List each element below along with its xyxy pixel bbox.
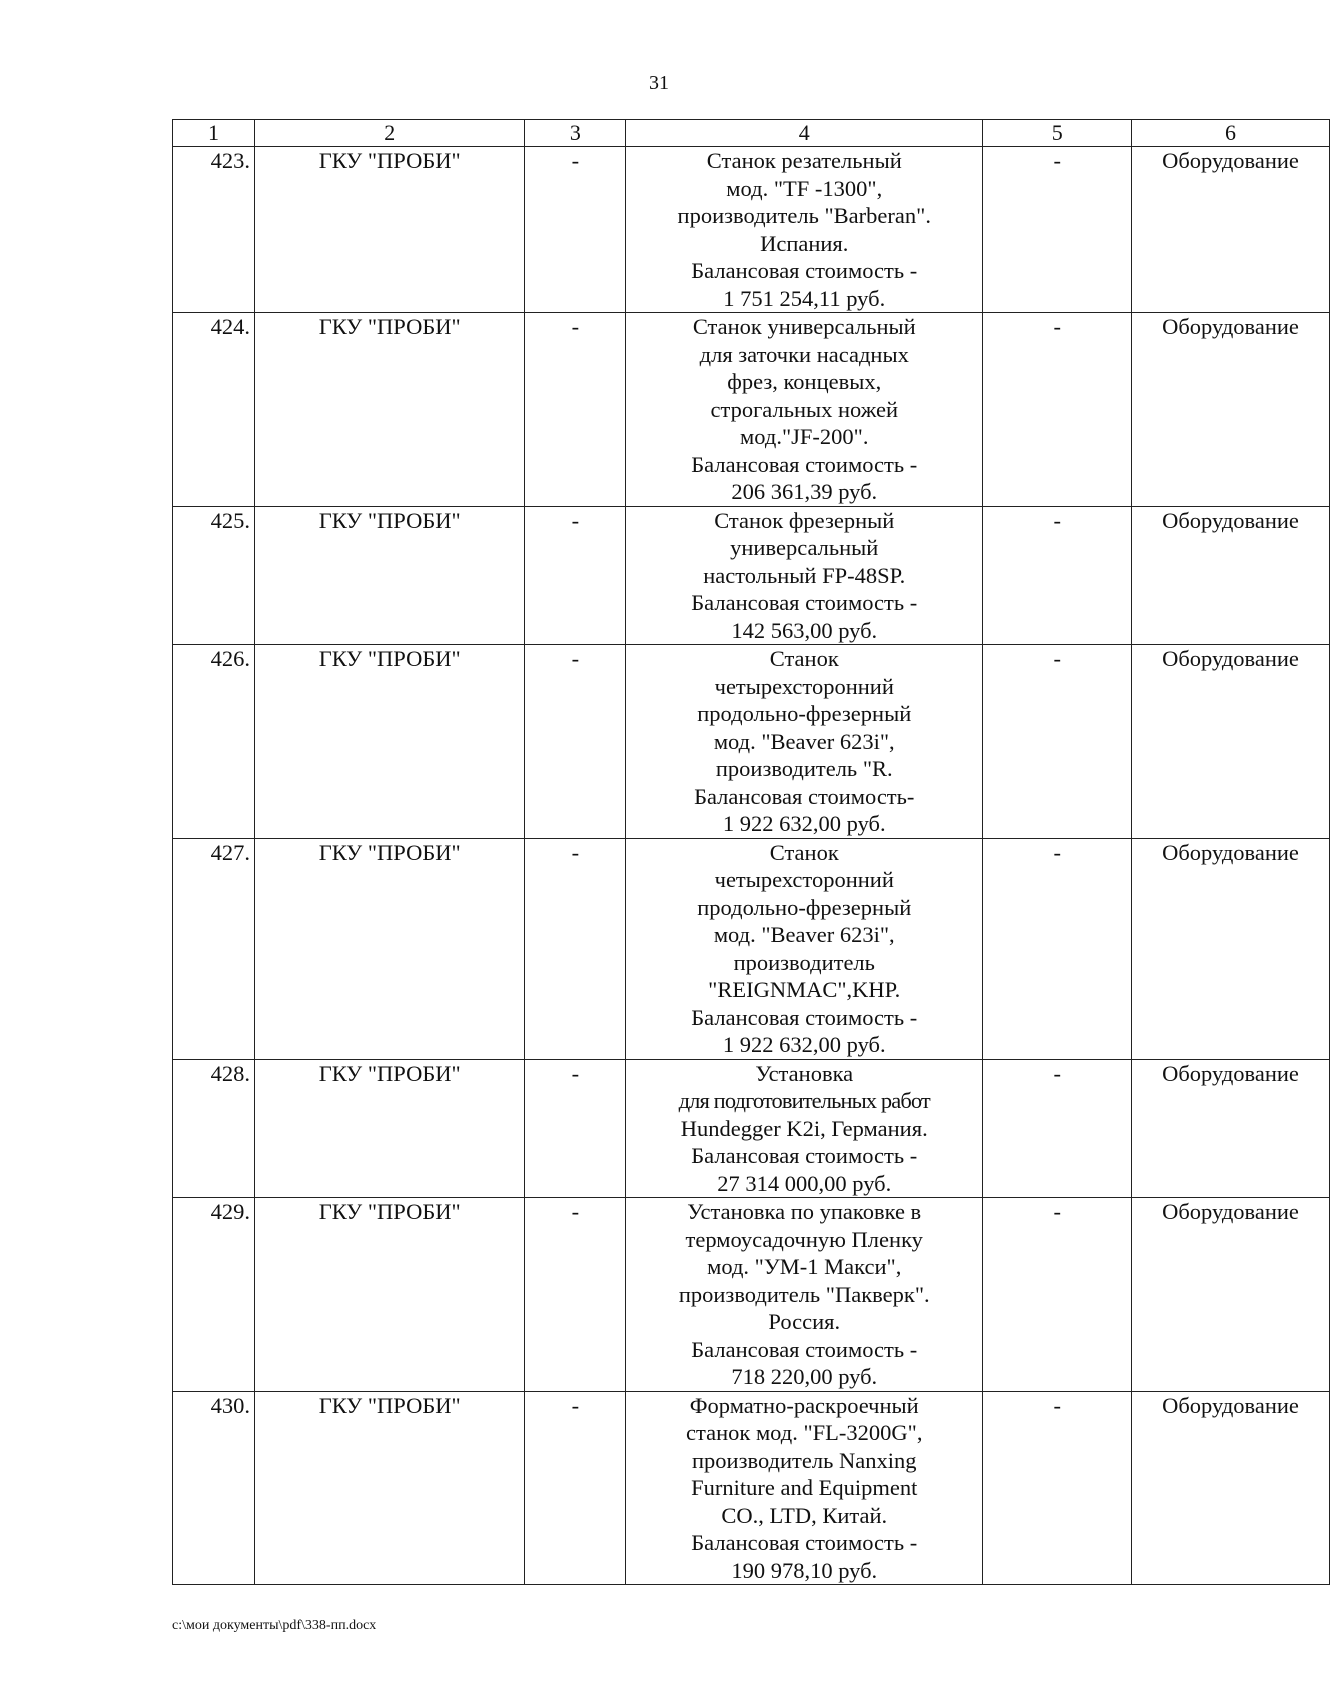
- table-row: [173, 838, 1330, 1059]
- row-col5-value: -: [983, 645, 1132, 839]
- row-description: [626, 313, 983, 507]
- row-type: Оборудование: [1132, 1391, 1330, 1585]
- row-col3-value: -: [525, 1198, 626, 1392]
- row-col5-value: -: [983, 147, 1132, 313]
- row-col5-value: -: [983, 838, 1132, 1059]
- description-line: 190 978,10 руб.: [731, 1557, 878, 1583]
- description-line: производитель Nanxing: [692, 1447, 917, 1473]
- table-header-row: [173, 120, 1330, 147]
- description-line: 718 220,00 руб.: [731, 1364, 878, 1389]
- description-line: Балансовая стоимость -: [691, 258, 918, 283]
- description-line: производитель "Пакверк".: [678, 1281, 930, 1307]
- description-line: производитель "R.: [715, 756, 893, 781]
- description-line: мод."JF-200".: [740, 424, 869, 449]
- description-line: Балансовая стоимость -: [691, 1336, 918, 1362]
- row-number: 425.: [173, 506, 255, 645]
- description-line: Станок фрезерный: [714, 507, 895, 533]
- row-number: 428.: [173, 1059, 255, 1198]
- description-line: настольный FP-48SP.: [703, 562, 906, 588]
- page-number: 31: [649, 72, 669, 94]
- description-line: Станок: [769, 839, 839, 865]
- description-line: фрез, концевых,: [727, 369, 882, 394]
- description-line: мод. "УМ-1 Макси",: [707, 1254, 902, 1279]
- description-line: Установка: [755, 1060, 854, 1086]
- description-line: 27 314 000,00 руб.: [717, 1170, 892, 1196]
- description-line: мод. "Beaver 623i",: [713, 728, 895, 754]
- equipment-table: [172, 119, 1330, 1585]
- row-number: 427.: [173, 838, 255, 1059]
- description-line: для заточки насадных: [699, 341, 909, 367]
- row-organization: ГКУ "ПРОБИ": [254, 313, 525, 507]
- description-line: Балансовая стоимость -: [691, 1143, 918, 1168]
- description-line: производитель: [733, 949, 875, 975]
- table-row: [173, 147, 1330, 313]
- row-organization: ГКУ "ПРОБИ": [254, 645, 525, 839]
- row-organization: ГКУ "ПРОБИ": [254, 1059, 525, 1198]
- description-line: термоусадочную Пленку: [685, 1226, 923, 1252]
- row-col5-value: -: [983, 313, 1132, 507]
- header-col-4: 4: [626, 120, 983, 147]
- header-col-2: 2: [254, 120, 525, 147]
- row-type: Оборудование: [1132, 1198, 1330, 1392]
- description-line: мод. "Beaver 623i",: [713, 922, 895, 947]
- description-line: Балансовая стоимость -: [691, 1004, 918, 1030]
- description-line: Hundegger K2i, Германия.: [680, 1115, 928, 1141]
- row-organization: ГКУ "ПРОБИ": [254, 506, 525, 645]
- description-line: универсальный: [730, 535, 879, 560]
- row-col5-value: -: [983, 1391, 1132, 1585]
- row-col5-value: -: [983, 1198, 1132, 1392]
- row-col3-value: -: [525, 645, 626, 839]
- description-line: для подготовительных работ: [678, 1088, 930, 1113]
- table-row: [173, 1391, 1330, 1585]
- row-description: [626, 838, 983, 1059]
- row-description: [626, 147, 983, 313]
- row-number: 424.: [173, 313, 255, 507]
- table-row: [173, 506, 1330, 645]
- row-description: [626, 1198, 983, 1392]
- description-line: 206 361,39 руб.: [731, 479, 878, 504]
- description-line: производитель "Barberan".: [677, 203, 931, 228]
- description-line: "REIGNMAC",KHP.: [708, 977, 901, 1002]
- row-type: Оборудование: [1132, 1059, 1330, 1198]
- description-line: 1 751 254,11 руб.: [723, 285, 886, 311]
- description-line: Балансовая стоимость -: [691, 1530, 918, 1555]
- row-col3-value: -: [525, 506, 626, 645]
- description-line: строгальных ножей: [710, 396, 899, 422]
- row-description: [626, 645, 983, 839]
- table-row: [173, 1059, 1330, 1198]
- row-col5-value: -: [983, 1059, 1132, 1198]
- row-number: 426.: [173, 645, 255, 839]
- row-organization: ГКУ "ПРОБИ": [254, 1198, 525, 1392]
- description-line: 1 922 632,00 руб.: [722, 811, 886, 836]
- description-line: 142 563,00 руб.: [731, 617, 878, 643]
- row-number: 430.: [173, 1391, 255, 1585]
- description-line: Испания.: [760, 230, 849, 256]
- row-organization: ГКУ "ПРОБИ": [254, 838, 525, 1059]
- description-line: Furniture and Equipment: [691, 1475, 918, 1500]
- row-col3-value: -: [525, 313, 626, 507]
- row-number: 429.: [173, 1198, 255, 1392]
- table-row: [173, 1198, 1330, 1392]
- row-col3-value: -: [525, 147, 626, 313]
- row-col3-value: -: [525, 1391, 626, 1585]
- row-type: Оборудование: [1132, 147, 1330, 313]
- header-col-3: 3: [525, 120, 626, 147]
- description-line: мод. "TF -1300",: [726, 175, 883, 201]
- row-type: Оборудование: [1132, 313, 1330, 507]
- row-col3-value: -: [525, 1059, 626, 1198]
- row-description: [626, 1059, 983, 1198]
- row-type: Оборудование: [1132, 645, 1330, 839]
- header-col-1: 1: [173, 120, 255, 147]
- description-line: продольно-фрезерный: [697, 701, 912, 726]
- row-col3-value: -: [525, 838, 626, 1059]
- footer-file-path: c:\мои документы\pdf\338-пп.docx: [172, 1618, 377, 1633]
- description-line: CO., LTD, Китай.: [721, 1502, 888, 1528]
- row-organization: ГКУ "ПРОБИ": [254, 147, 525, 313]
- row-type: Оборудование: [1132, 506, 1330, 645]
- description-line: 1 922 632,00 руб.: [722, 1032, 886, 1057]
- header-col-5: 5: [983, 120, 1132, 147]
- description-line: Станок резательный: [706, 148, 902, 173]
- description-line: Установка по упаковке в: [687, 1199, 922, 1224]
- row-number: 423.: [173, 147, 255, 313]
- description-line: Россия.: [768, 1309, 841, 1334]
- description-line: Форматно-раскроечный: [689, 1392, 919, 1418]
- header-col-6: 6: [1132, 120, 1330, 147]
- table-row: [173, 645, 1330, 839]
- description-line: Балансовая стоимость -: [691, 451, 918, 477]
- row-organization: ГКУ "ПРОБИ": [254, 1391, 525, 1585]
- description-line: Балансовая стоимость -: [691, 590, 918, 615]
- description-line: Станок универсальный: [692, 314, 916, 339]
- description-line: четырехсторонний: [714, 673, 894, 699]
- table-row: [173, 313, 1330, 507]
- row-type: Оборудование: [1132, 838, 1330, 1059]
- row-description: [626, 506, 983, 645]
- description-line: станок мод. "FL-3200G",: [686, 1420, 923, 1445]
- row-description: [626, 1391, 983, 1585]
- description-line: четырехсторонний: [714, 867, 894, 892]
- description-line: Балансовая стоимость-: [694, 783, 915, 809]
- row-col5-value: -: [983, 506, 1132, 645]
- description-line: продольно-фрезерный: [697, 894, 912, 920]
- description-line: Станок: [769, 646, 839, 671]
